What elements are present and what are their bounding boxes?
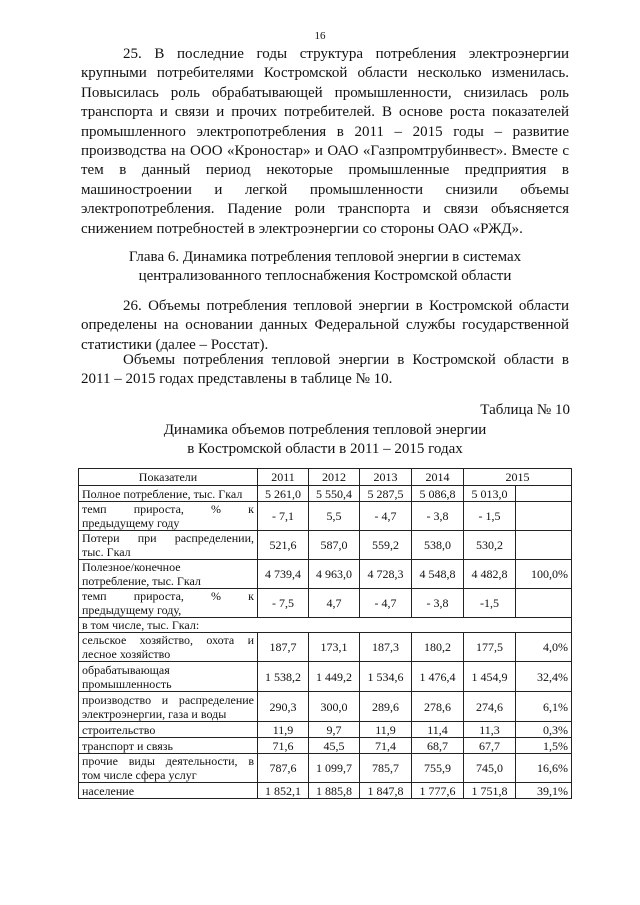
row-label-line: прочие виды деятельности, в xyxy=(82,754,254,768)
text-line: крупными потребителями Костромской области несколько изменилась. xyxy=(81,65,569,82)
table-row xyxy=(79,738,572,754)
row-label-line: том числе сфера услуг xyxy=(82,768,197,782)
row-label-line: лесное хозяйство xyxy=(82,647,171,661)
value-cell: - 7,1 xyxy=(258,502,309,531)
row-label-line: предыдущему году xyxy=(82,516,180,530)
row-label xyxy=(79,502,258,531)
value-cell: 4,7 xyxy=(309,589,360,618)
row-label-line: Полное потребление, тыс. Гкал xyxy=(82,486,243,501)
value-cell: 5 013,0 xyxy=(464,486,516,502)
value-cell: 9,7 xyxy=(309,722,360,738)
row-label xyxy=(79,486,258,502)
value-cell: 5 086,8 xyxy=(412,486,464,502)
row-label-line: строительство xyxy=(82,722,156,737)
row-label-line: тыс. Гкал xyxy=(82,545,131,559)
table-row xyxy=(79,722,572,738)
text-line: Объемы потребления тепловой энергии в Костромской области в xyxy=(123,352,569,368)
page-number: 16 xyxy=(314,30,326,42)
row-label-line: в том числе, тыс. Гкал: xyxy=(82,618,200,632)
row-label-line: промышленность xyxy=(82,676,172,691)
value-cell: 11,3 xyxy=(464,722,516,738)
value-cell: 187,7 xyxy=(258,633,309,662)
value-cell: 1 847,8 xyxy=(360,783,412,799)
value-cell: 289,6 xyxy=(360,692,412,722)
row-label xyxy=(79,589,258,618)
table-row xyxy=(79,502,572,531)
value-cell: 4 482,8 xyxy=(464,560,516,589)
table-row xyxy=(79,560,572,589)
paragraph-table-reference xyxy=(81,351,569,390)
text-line: централизованного теплоснабжения Костромской области xyxy=(138,268,512,285)
share-cell: 16,6% xyxy=(516,754,572,783)
value-cell: 4 963,0 xyxy=(309,560,360,589)
value-cell: 187,3 xyxy=(360,633,412,662)
row-label xyxy=(79,738,258,754)
value-cell: 755,9 xyxy=(412,754,464,783)
header-indicators: Показатели xyxy=(79,469,258,486)
chapter-heading xyxy=(81,248,569,287)
value-cell: 274,6 xyxy=(464,692,516,722)
table-label: Таблица № 10 xyxy=(480,402,570,418)
value-cell: 1 476,4 xyxy=(412,662,464,692)
value-cell: 559,2 xyxy=(360,531,412,560)
value-cell: 71,4 xyxy=(360,738,412,754)
row-label xyxy=(79,692,258,722)
row-label-line: Полезное/конечное xyxy=(82,560,181,574)
value-cell: 68,7 xyxy=(412,738,464,754)
value-cell: - 4,7 xyxy=(360,589,412,618)
text-line: в Костромской области в 2011 – 2015 годах xyxy=(187,441,463,457)
text-line: статистики (далее – Росстат). xyxy=(81,336,269,353)
table-row xyxy=(79,692,572,722)
value-cell: 5 550,4 xyxy=(309,486,360,502)
value-cell: 180,2 xyxy=(412,633,464,662)
row-label-line: обрабатывающая xyxy=(82,662,170,677)
text-line: 25. В последние годы структура потребления электроэнергии xyxy=(123,46,569,62)
paragraph-25 xyxy=(81,45,569,239)
value-cell: 530,2 xyxy=(464,531,516,560)
share-cell: 4,0% xyxy=(516,633,572,662)
share-cell xyxy=(516,486,572,502)
table-row xyxy=(79,531,572,560)
value-cell: 290,3 xyxy=(258,692,309,722)
value-cell: 1 099,7 xyxy=(309,754,360,783)
header-year: 2015 xyxy=(464,469,572,486)
text-line: производства на ООО «Кроностар» и ОАО «Газпромтрубинвест». Вместе с xyxy=(81,143,569,160)
table-header-row xyxy=(79,469,572,486)
value-cell: 11,9 xyxy=(258,722,309,738)
header-year: 2013 xyxy=(360,469,412,486)
value-cell: 1 449,2 xyxy=(309,662,360,692)
value-cell: - 7,5 xyxy=(258,589,309,618)
row-label-line: предыдущему году, xyxy=(82,603,182,617)
table-row xyxy=(79,633,572,662)
text-line: Динамика объемов потребления тепловой энергии xyxy=(163,422,487,438)
share-cell: 6,1% xyxy=(516,692,572,722)
value-cell: 1 534,6 xyxy=(360,662,412,692)
value-cell: 67,7 xyxy=(464,738,516,754)
share-cell xyxy=(516,531,572,560)
value-cell: 5,5 xyxy=(309,502,360,531)
row-label xyxy=(79,662,258,692)
row-label-line: производство и распределение xyxy=(82,692,254,707)
row-label xyxy=(79,560,258,589)
row-label xyxy=(79,531,258,560)
value-cell: -1,5 xyxy=(464,589,516,618)
row-label xyxy=(79,754,258,783)
value-cell: 521,6 xyxy=(258,531,309,560)
text-line: машиностроении и легкой промышленности снизили объемы xyxy=(81,181,569,198)
text-line: промышленного электропотребления в 2011 – 2015 годы – развитие xyxy=(81,123,569,140)
value-cell: 45,5 xyxy=(309,738,360,754)
row-label-line: транспорт и связь xyxy=(82,738,173,753)
value-cell: 785,7 xyxy=(360,754,412,783)
value-cell: 4 739,4 xyxy=(258,560,309,589)
row-label-line: темп прироста, % к xyxy=(82,502,254,516)
row-label-line: электроэнергии, газа и воды xyxy=(82,706,227,721)
text-line: тем в данный период некоторые промышленные предприятия в xyxy=(81,162,569,179)
row-label-line: темп прироста, % к xyxy=(82,589,254,603)
text-line: определены на основании данных Федеральной службы государственной xyxy=(81,317,569,334)
value-cell: 538,0 xyxy=(412,531,464,560)
row-label-line: потребление, тыс. Гкал xyxy=(82,574,201,588)
value-cell: 1 777,6 xyxy=(412,783,464,799)
value-cell: 11,4 xyxy=(412,722,464,738)
table-row xyxy=(79,589,572,618)
header-year: 2012 xyxy=(309,469,360,486)
row-label xyxy=(79,783,258,799)
text-line: транспорта и связи и прочих потребителей. В основе роста показателей xyxy=(81,104,569,121)
value-cell: - 4,7 xyxy=(360,502,412,531)
share-cell: 0,3% xyxy=(516,722,572,738)
share-cell xyxy=(516,502,572,531)
text-line: Глава 6. Динамика потребления тепловой энергии в системах xyxy=(128,249,522,265)
row-label xyxy=(79,633,258,662)
value-cell: 1 751,8 xyxy=(464,783,516,799)
share-cell: 39,1% xyxy=(516,783,572,799)
value-cell: 4 728,3 xyxy=(360,560,412,589)
row-label-line: сельское хозяйство, охота и xyxy=(82,633,254,647)
value-cell: 173,1 xyxy=(309,633,360,662)
value-cell: 278,6 xyxy=(412,692,464,722)
share-cell: 1,5% xyxy=(516,738,572,754)
value-cell: 1 538,2 xyxy=(258,662,309,692)
table-row xyxy=(79,618,572,633)
value-cell: 300,0 xyxy=(309,692,360,722)
text-line: 26. Объемы потребления тепловой энергии в Костромской области xyxy=(123,298,569,314)
text-line: Повысилась роль обрабатывающей промышленности, снизилась роль xyxy=(81,84,569,101)
value-cell: 1 885,8 xyxy=(309,783,360,799)
table-row xyxy=(79,754,572,783)
value-cell: 1 454,9 xyxy=(464,662,516,692)
table-row xyxy=(79,486,572,502)
table-caption xyxy=(81,421,569,459)
share-cell: 32,4% xyxy=(516,662,572,692)
share-cell xyxy=(516,589,572,618)
header-year: 2011 xyxy=(258,469,309,486)
header-year: 2014 xyxy=(412,469,464,486)
paragraph-26 xyxy=(81,297,569,355)
value-cell: 5 287,5 xyxy=(360,486,412,502)
text-line: 2011 – 2015 годах представлены в таблице № 10. xyxy=(81,371,393,388)
value-cell: 71,6 xyxy=(258,738,309,754)
share-cell: 100,0% xyxy=(516,560,572,589)
value-cell: - 3,8 xyxy=(412,502,464,531)
value-cell: 177,5 xyxy=(464,633,516,662)
row-label-line: население xyxy=(82,783,135,798)
value-cell: 5 261,0 xyxy=(258,486,309,502)
table-row xyxy=(79,783,572,799)
row-label-line: Потери при распределении, xyxy=(82,531,254,545)
text-line: снижением потребностей в электроэнергии со стороны ОАО «РЖД». xyxy=(81,220,523,237)
table-row xyxy=(79,662,572,692)
value-cell: 587,0 xyxy=(309,531,360,560)
row-label xyxy=(79,618,572,633)
row-label xyxy=(79,722,258,738)
value-cell: 11,9 xyxy=(360,722,412,738)
value-cell: 4 548,8 xyxy=(412,560,464,589)
text-line: электропотребления. Падение роли транспорта и связи объясняется xyxy=(81,201,569,218)
heat-consumption-table xyxy=(78,468,572,799)
value-cell: 745,0 xyxy=(464,754,516,783)
value-cell: 1 852,1 xyxy=(258,783,309,799)
value-cell: - 3,8 xyxy=(412,589,464,618)
value-cell: - 1,5 xyxy=(464,502,516,531)
value-cell: 787,6 xyxy=(258,754,309,783)
